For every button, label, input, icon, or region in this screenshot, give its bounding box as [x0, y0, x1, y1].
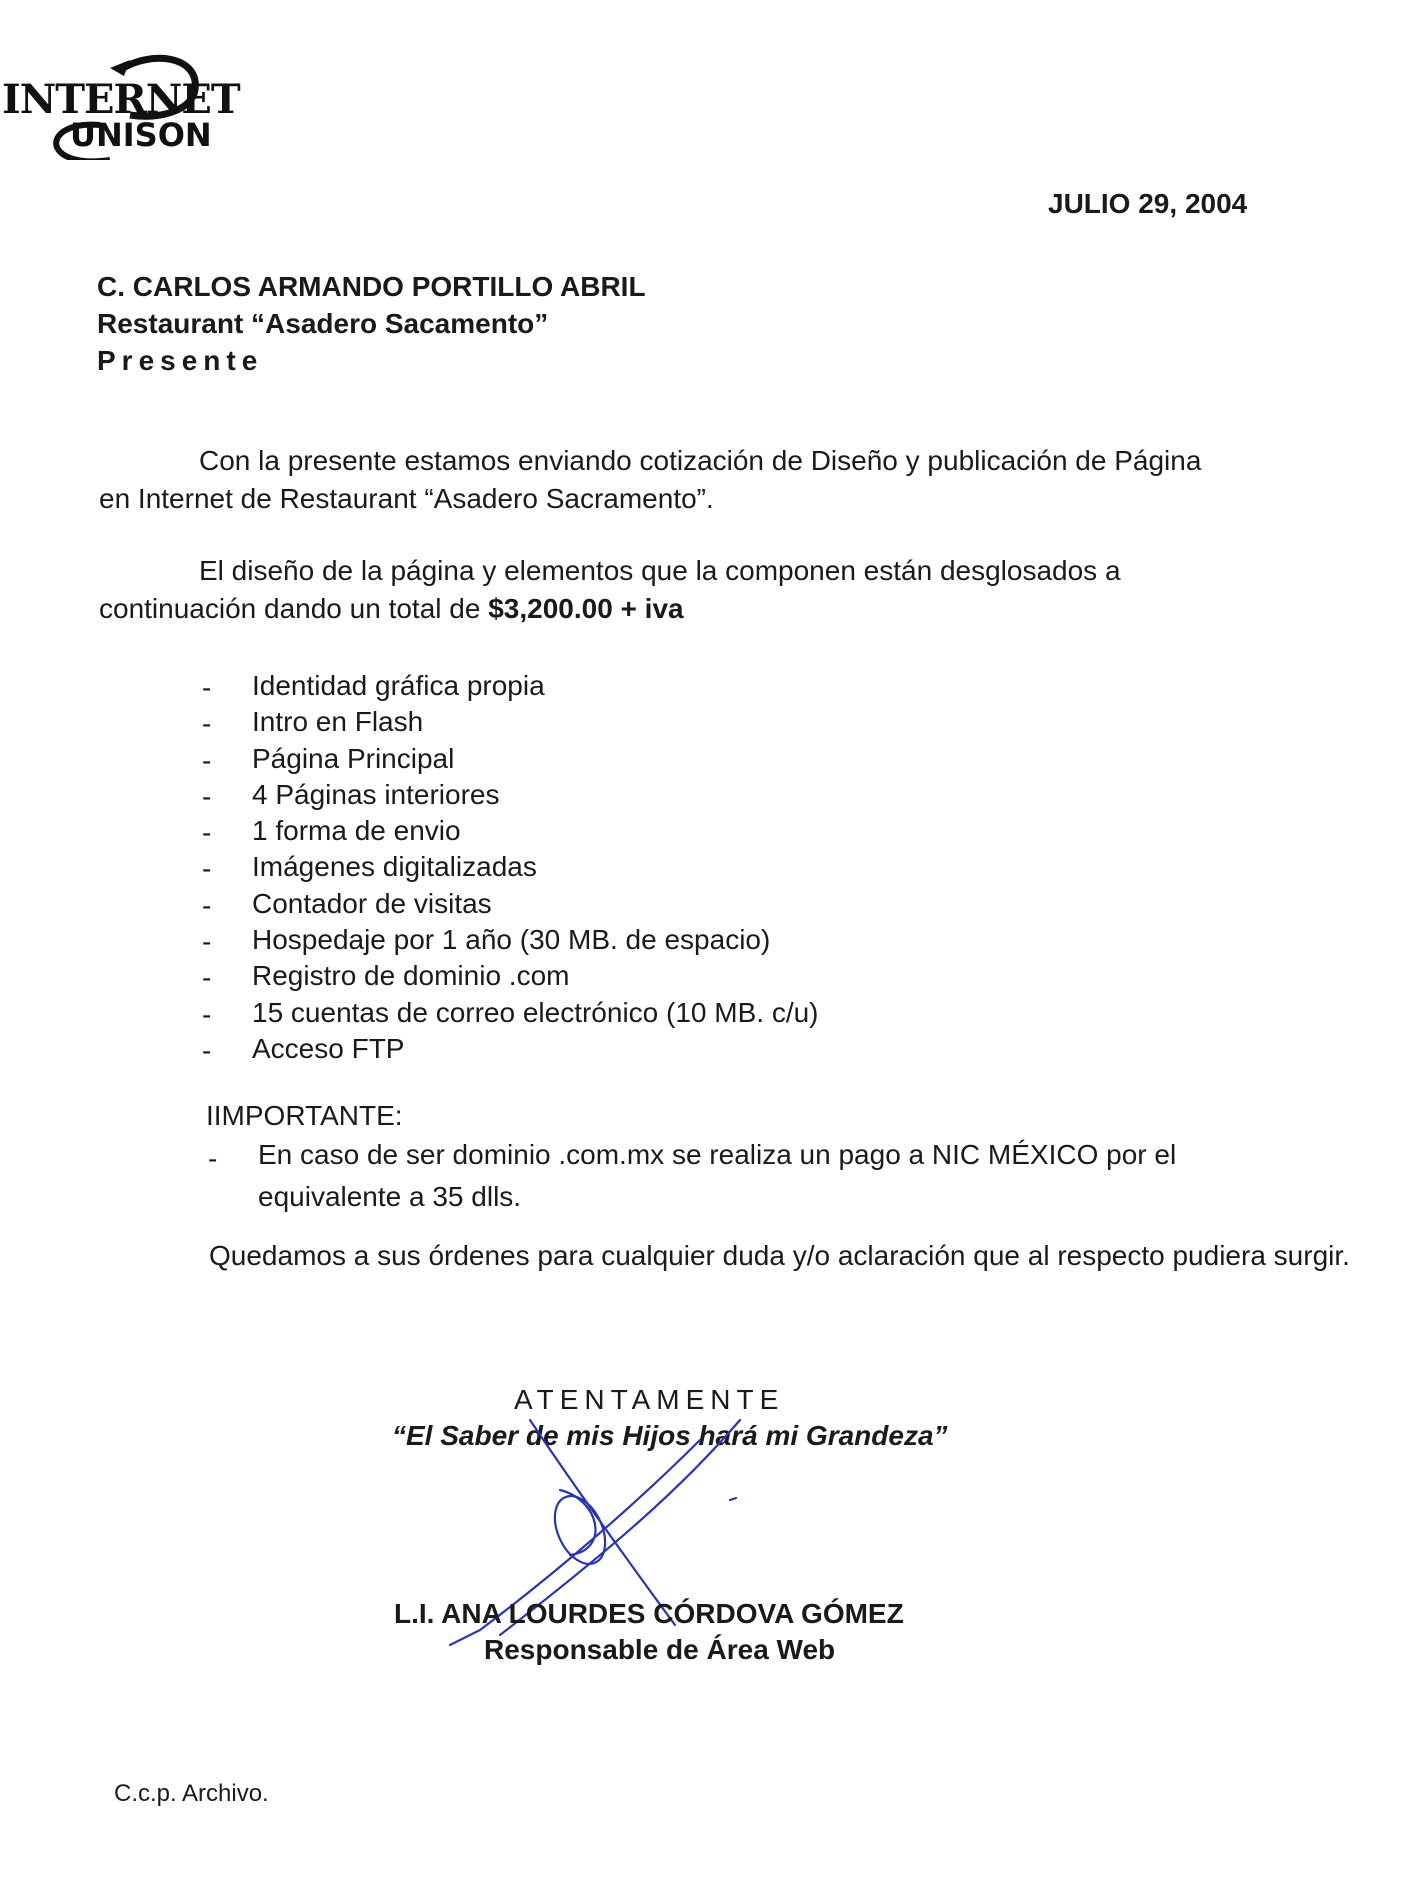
list-item: - Página Principal	[198, 741, 819, 777]
salutation: ATENTAMENTE	[514, 1384, 785, 1415]
total-amount: $3,200.00 + iva	[488, 593, 684, 624]
list-item: - Imágenes digitalizadas	[198, 849, 819, 885]
list-item: - Hospedaje por 1 año (30 MB. de espacio)	[198, 922, 819, 958]
intro-text: Con la presente estamos enviando cotización de Diseño y publicación de Página en Internet de Restaurant “Asadero Sacramento”.	[99, 445, 1202, 514]
items-list	[198, 668, 819, 1067]
recipient-block	[97, 268, 646, 379]
carbon-copy-note: C.c.p. Archivo.	[114, 1780, 269, 1807]
company-logo	[0, 50, 240, 160]
important-item: - En caso de ser dominio .com.mx se realiza un pago a NIC MÉXICO por el equivalente a 35 dlls.	[206, 1134, 1298, 1218]
list-item: - 1 forma de envio	[198, 813, 819, 849]
list-item: - Intro en Flash	[198, 704, 819, 740]
logo-line2: UNISON	[70, 116, 212, 154]
list-item: - Acceso FTP	[198, 1031, 819, 1067]
list-item: - Identidad gráfica propia	[198, 668, 819, 704]
total-paragraph	[99, 552, 1231, 628]
list-item: - Contador de visitas	[198, 886, 819, 922]
signer-name: L.I. ANA LOURDES CÓRDOVA GÓMEZ	[394, 1598, 904, 1629]
motto: “El Saber de mis Hijos hará mi Grandeza”	[392, 1420, 948, 1451]
recipient-name: C. CARLOS ARMANDO PORTILLO ABRIL	[97, 271, 646, 302]
recipient-greeting: Presente	[97, 345, 264, 376]
recipient-company: Restaurant “Asadero Sacamento”	[97, 308, 549, 339]
signer-role: Responsable de Área Web	[484, 1634, 836, 1665]
total-text: El diseño de la página y elementos que la componen están desglosados a continuación dando un total de	[99, 555, 1121, 624]
letter-date: JULIO 29, 2004	[1048, 188, 1248, 219]
closing-line: Quedamos a sus órdenes para cualquier duda y/o aclaración que al respecto pudiera surgir.	[209, 1240, 1350, 1271]
list-item: - Registro de dominio .com	[198, 958, 819, 994]
list-item: - 4 Páginas interiores	[198, 777, 819, 813]
intro-paragraph	[99, 442, 1231, 518]
logo-line1: INTERNET	[2, 76, 240, 123]
list-item: - 15 cuentas de correo electrónico (10 MB. c/u)	[198, 995, 819, 1031]
important-title: IIMPORTANTE:	[206, 1100, 403, 1131]
